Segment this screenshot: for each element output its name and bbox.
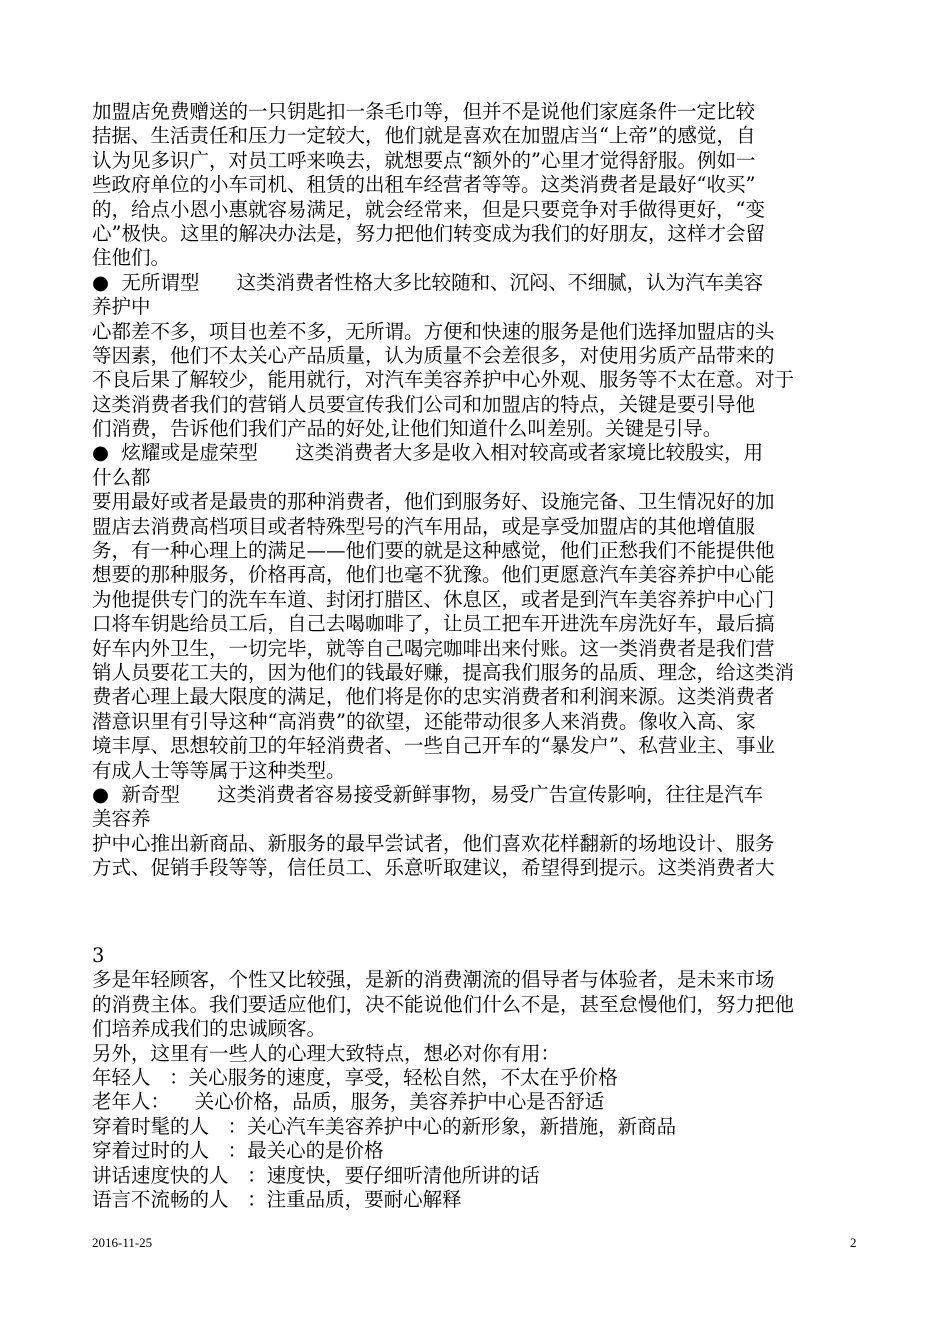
text-line: 多是年轻顾客，个性又比较强，是新的消费潮流的倡导者与体验者，是未来市场 — [92, 968, 775, 992]
body-text-bottom — [92, 944, 872, 1212]
text-line: 老年人： 关心价格，品质，服务，美容养护中心是否舒适 — [92, 1090, 605, 1114]
text-line: 养护中 — [92, 295, 151, 319]
text-line: 年轻人 ：关心服务的速度，享受，轻松自然，不太在乎价格 — [92, 1065, 618, 1089]
text-line: 什么都 — [92, 465, 151, 489]
text-line: 拮据、生活责任和压力一定较大，他们就是喜欢在加盟店当“上帝”的感觉，自 — [92, 124, 756, 148]
text-line: 们培养成我们的忠诚顾客。 — [92, 1017, 327, 1041]
text-line: 的消费主体。我们要适应他们，决不能说他们什么不是，甚至怠慢他们，努力把他 — [92, 992, 795, 1016]
text-line: 有成人士等等属于这种类型。 — [92, 758, 346, 782]
text-line: 另外，这里有一些人的心理大致特点，想必对你有用： — [92, 1041, 561, 1065]
footer-date: 2016-11-25 — [92, 1235, 153, 1250]
text-line: ● 炫耀或是虚荣型 这类消费者大多是收入相对较高或者家境比较殷实，用 — [92, 441, 764, 465]
footer-page-number: 2 — [850, 1235, 857, 1250]
text-line: 3 — [92, 944, 105, 967]
text-line: 好车内外卫生，一切完毕，就等自己喝完咖啡出来付账。这一类消费者是我们营 — [92, 636, 775, 660]
text-line: ● 新奇型 这类消费者容易接受新鲜事物，易受广告宣传影响，往往是汽车 — [92, 782, 764, 806]
text-line: 盟店去消费高档项目或者特殊型号的汽车用品，或是享受加盟店的其他增值服 — [92, 514, 756, 538]
text-line: 些政府单位的小车司机、租赁的出租车经营者等等。这类消费者是最好“收买” — [92, 173, 756, 197]
text-line: 语言不流畅的人 ：注重品质，要耐心解释 — [92, 1187, 462, 1211]
text-line: 等因素，他们不太关心产品质量，认为质量不会差很多，对使用劣质产品带来的 — [92, 343, 775, 367]
text-line: 费者心理上最大限度的满足，他们将是你的忠实消费者和利润来源。这类消费者 — [92, 685, 775, 709]
text-line: 心”极快。这里的解决办法是，努力把他们转变成为我们的好朋友，这样才会留 — [92, 221, 765, 245]
text-line: 想要的那种服务，价格再高，他们也毫不犹豫。他们更愿意汽车美容养护中心能 — [92, 563, 775, 587]
text-line: 加盟店免费赠送的一只钥匙扣一条毛巾等，但并不是说他们家庭条件一定比较 — [92, 100, 756, 123]
text-line: 为他提供专门的洗车车道、封闭打腊区、休息区，或者是到汽车美容养护中心门 — [92, 587, 775, 611]
body-text-top — [92, 100, 872, 881]
text-line: 方式、促销手段等等，信任员工、乐意听取建议，希望得到提示。这类消费者大 — [92, 856, 775, 880]
text-line: 认为见多识广，对员工呼来唤去，就想要点“额外的”心里才觉得舒服。例如一 — [92, 148, 756, 172]
text-line: 住他们。 — [92, 246, 171, 270]
text-line: 要用最好或者是最贵的那种消费者，他们到服务好、设施完备、卫生情况好的加 — [92, 490, 775, 514]
text-line: 不良后果了解较少，能用就行，对汽车美容养护中心外观、服务等不太在意。对于 — [92, 368, 795, 392]
text-line: ● 无所谓型 这类消费者性格大多比较随和、沉闷、不细腻，认为汽车美容 — [92, 270, 764, 294]
text-line: 潜意识里有引导这种“高消费”的欲望，还能带动很多人来消费。像收入高、家 — [92, 709, 756, 733]
text-line: 美容养 — [92, 807, 151, 831]
text-line: 这类消费者我们的营销人员要宣传我们公司和加盟店的特点，关键是要引导他 — [92, 392, 756, 416]
text-line: 穿着时髦的人 ：关心汽车美容养护中心的新形象，新措施，新商品 — [92, 1114, 677, 1138]
text-line: 心都差不多，项目也差不多，无所谓。方便和快速的服务是他们选择加盟店的头 — [92, 319, 775, 343]
text-line: 们消费，告诉他们我们产品的好处,让他们知道什么叫差别。关键是引导。 — [92, 417, 723, 441]
text-line: 穿着过时的人 ：最关心的是价格 — [92, 1139, 384, 1163]
text-line: 务，有一种心理上的满足——他们要的就是这种感觉，他们正愁我们不能提供他 — [92, 539, 775, 563]
text-line: 境丰厚、思想较前卫的年轻消费者、一些自己开车的“暴发户”、私营业主、事业 — [92, 734, 775, 758]
text-line: 口将车钥匙给员工后，自己去喝咖啡了，让员工把车开进洗车房洗好车，最后搞 — [92, 612, 775, 636]
text-line: 讲话速度快的人 ：速度快，要仔细听清他所讲的话 — [92, 1163, 540, 1187]
text-line: 护中心推出新商品、新服务的最早尝试者，他们喜欢花样翻新的场地设计、服务 — [92, 831, 775, 855]
text-line: 销人员要花工夫的，因为他们的钱最好赚，提高我们服务的品质、理念，给这类消 — [92, 660, 795, 684]
text-line: 的，给点小恩小惠就容易满足，就会经常来，但是只要竞争对手做得更好，“变 — [92, 197, 765, 221]
